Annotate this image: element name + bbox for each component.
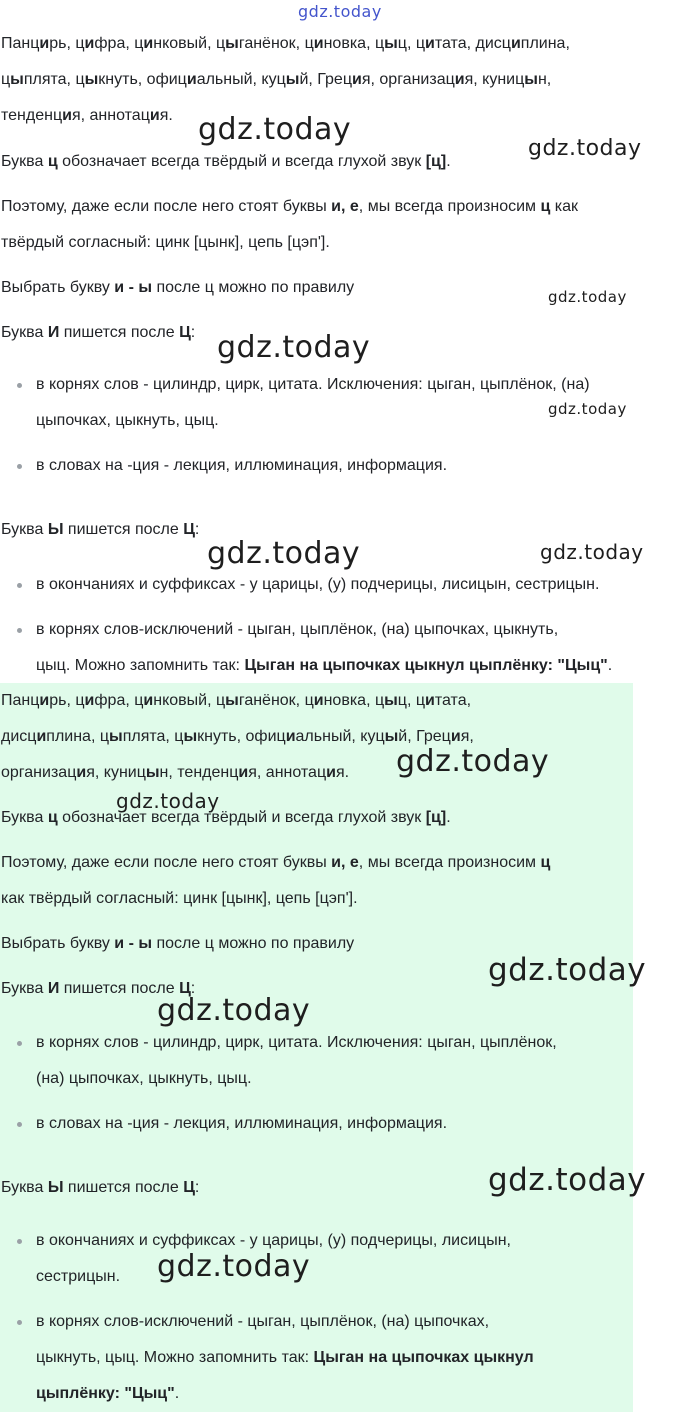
- watermark: gdz.today: [528, 136, 642, 161]
- rule-y-heading: Буква Ы пишется после Ц:: [1, 521, 200, 538]
- bullet-dot: [17, 464, 22, 469]
- pronunciation-paragraph-line-1: Поэтому, даже если после него стоят буквы и, е, мы всегда произносим ц: [1, 854, 551, 871]
- bullet-dot: [17, 628, 22, 633]
- rule-y-item-2-line-2: цыкнуть, цыц. Можно запомнить так: Цыган на цыпочках цыкнул: [36, 1349, 534, 1366]
- rule-y-item-2-line-1: в корнях слов-исключений - цыган, цыплёнок, (на) цыпочках,: [36, 1313, 490, 1330]
- choose-letter-paragraph: Выбрать букву и - ы после ц можно по правилу: [1, 279, 355, 296]
- word-list-line-3: организация, куницын, тенденция, аннотация.: [1, 764, 350, 781]
- rule-i-item-1-line-1: в корнях слов - цилиндр, цирк, цитата. Исключения: цыган, цыплёнок, (на): [36, 376, 590, 393]
- rule-i-item-1-line-2: (на) цыпочках, цыкнуть, цыц.: [36, 1070, 252, 1087]
- watermark: gdz.today: [488, 952, 647, 988]
- rule-i-heading: Буква И пишется после Ц:: [1, 980, 196, 997]
- pronunciation-paragraph-line-1: Поэтому, даже если после него стоят буквы и, е, мы всегда произносим ц как: [1, 198, 579, 215]
- bullet-dot: [17, 583, 22, 588]
- bullet-dot: [17, 1239, 22, 1244]
- rule-sound-paragraph: Буква ц обозначает всегда твёрдый и всегда глухой звук [ц].: [1, 809, 451, 826]
- bullet-dot: [17, 1320, 22, 1325]
- watermark: gdz.today: [396, 744, 550, 779]
- rule-y-heading: Буква Ы пишется после Ц:: [1, 1179, 200, 1196]
- rule-i-item-2: в словах на -ция - лекция, иллюминация, информация.: [36, 1115, 448, 1132]
- watermark-top: gdz.today: [298, 2, 382, 21]
- pronunciation-paragraph-line-2: как твёрдый согласный: цинк [цынк], цепь [цэп'].: [1, 890, 358, 907]
- word-list-line-2: цыплята, цыкнуть, официальный, куцый, Греция, организация, куницын,: [1, 71, 552, 88]
- watermark: gdz.today: [116, 789, 220, 813]
- rule-y-item-1: в окончаниях и суффиксах - у царицы, (у) подчерицы, лисицын, сестрицын.: [36, 576, 600, 593]
- word-list-line-1: Панцирь, цифра, цинковый, цыганёнок, циновка, цыц, цитата,: [1, 692, 472, 709]
- watermark: gdz.today: [217, 330, 371, 365]
- word-list-line-3: тенденция, аннотация.: [1, 107, 173, 124]
- word-list-line-2: дисциплина, цыплята, цыкнуть, официальный, куцый, Греция,: [1, 728, 474, 745]
- watermark: gdz.today: [548, 288, 627, 306]
- rule-y-item-2-line-1: в корнях слов-исключений - цыган, цыплёнок, (на) цыпочках, цыкнуть,: [36, 621, 559, 638]
- watermark: gdz.today: [207, 536, 361, 571]
- rule-i-item-2: в словах на -ция - лекция, иллюминация, информация.: [36, 457, 448, 474]
- solution-block-2: [0, 683, 633, 1412]
- watermark: gdz.today: [157, 1249, 311, 1284]
- watermark: gdz.today: [540, 540, 644, 564]
- rule-sound-paragraph: Буква ц обозначает всегда твёрдый и всегда глухой звук [ц].: [1, 153, 451, 170]
- rule-y-item-2-line-3: цыплёнку: "Цыц".: [36, 1385, 180, 1402]
- bullet-dot: [17, 1041, 22, 1046]
- choose-letter-paragraph: Выбрать букву и - ы после ц можно по правилу: [1, 935, 355, 952]
- rule-y-item-1-line-2: сестрицын.: [36, 1268, 121, 1285]
- word-list-line-1: Панцирь, цифра, цинковый, цыганёнок, циновка, цыц, цитата, дисциплина,: [1, 35, 570, 52]
- rule-y-item-1-line-1: в окончаниях и суффиксах - у царицы, (у) подчерицы, лисицын,: [36, 1232, 511, 1249]
- rule-i-heading: Буква И пишется после Ц:: [1, 324, 196, 341]
- rule-i-item-1-line-1: в корнях слов - цилиндр, цирк, цитата. Исключения: цыган, цыплёнок,: [36, 1034, 557, 1051]
- watermark: gdz.today: [198, 112, 352, 147]
- rule-i-item-1-line-2: цыпочках, цыкнуть, цыц.: [36, 412, 219, 429]
- pronunciation-paragraph-line-2: твёрдый согласный: цинк [цынк], цепь [цэп'].: [1, 234, 330, 251]
- watermark: gdz.today: [157, 993, 311, 1028]
- watermark: gdz.today: [488, 1162, 647, 1198]
- rule-y-item-2-line-2: цыц. Можно запомнить так: Цыган на цыпочках цыкнул цыплёнку: "Цыц".: [36, 657, 613, 674]
- bullet-dot: [17, 383, 22, 388]
- watermark: gdz.today: [548, 400, 627, 418]
- bullet-dot: [17, 1122, 22, 1127]
